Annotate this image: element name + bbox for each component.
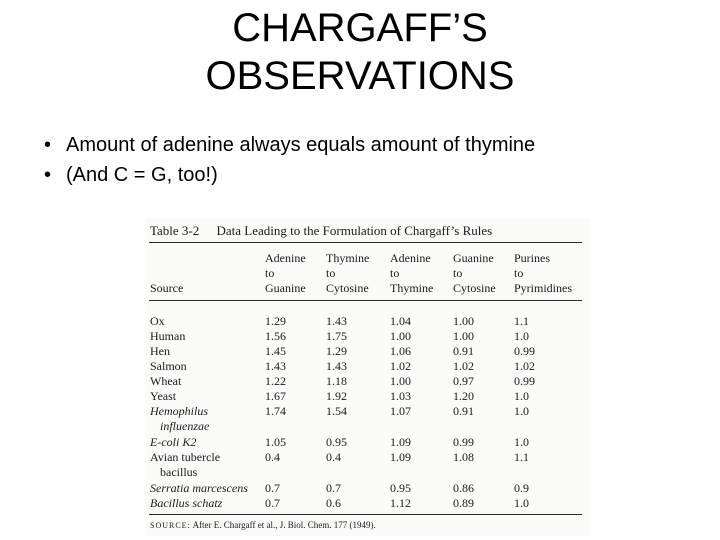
cell-adenine-guanine: 1.67: [265, 389, 286, 403]
cell-purines-pyrimidines: 0.99: [514, 374, 535, 388]
cell-adenine-thymine: 1.00: [390, 329, 411, 343]
cell-adenine-thymine: 1.12: [390, 496, 411, 510]
cell-purines-pyrimidines: 1.0: [514, 404, 529, 418]
cell-thymine-cytosine: 0.6: [326, 496, 341, 510]
cell-adenine-thymine: 1.02: [390, 359, 411, 373]
row-source: E-coli K2: [150, 435, 197, 449]
header-col-1-line-3: Guanine: [265, 281, 306, 295]
cell-purines-pyrimidines: 0.9: [514, 481, 529, 495]
bullet-text: (And C = G, too!): [66, 164, 218, 186]
cell-adenine-thymine: 1.03: [390, 389, 411, 403]
bullet-list: [44, 130, 704, 190]
table-caption: [150, 223, 492, 239]
header-col-1-line-1: Adenine: [265, 251, 306, 265]
table-rule-header: [149, 300, 582, 301]
cell-adenine-guanine: 1.56: [265, 329, 286, 343]
slide-title: [0, 4, 720, 100]
row-source: Hemophilus: [150, 404, 208, 418]
cell-guanine-cytosine: 1.00: [453, 329, 474, 343]
cell-guanine-cytosine: 0.86: [453, 481, 474, 495]
cell-adenine-thymine: 1.04: [390, 314, 411, 328]
cell-thymine-cytosine: 1.75: [326, 329, 347, 343]
table-rule-bottom: [149, 514, 582, 515]
cell-adenine-guanine: 1.29: [265, 314, 286, 328]
cell-adenine-thymine: 1.09: [390, 435, 411, 449]
header-col-5-line-1: Purines: [514, 251, 550, 265]
cell-purines-pyrimidines: 1.1: [514, 450, 529, 464]
cell-thymine-cytosine: 1.18: [326, 374, 347, 388]
cell-guanine-cytosine: 0.91: [453, 404, 474, 418]
table-rule-top: [149, 242, 582, 243]
cell-thymine-cytosine: 1.54: [326, 404, 347, 418]
header-col-3: [390, 251, 433, 296]
header-col-2-line-1: Thymine: [326, 251, 370, 265]
header-col-3-line-2: to: [390, 266, 400, 280]
bullet-item: [44, 130, 704, 160]
cell-adenine-thymine: 1.07: [390, 404, 411, 418]
cell-adenine-guanine: 1.22: [265, 374, 286, 388]
row-source-continued: bacillus: [160, 465, 198, 479]
bullet-marker: •: [44, 134, 52, 156]
source-label: SOURCE:: [150, 521, 191, 530]
cell-purines-pyrimidines: 1.0: [514, 329, 529, 343]
cell-thymine-cytosine: 0.95: [326, 435, 347, 449]
cell-thymine-cytosine: 0.7: [326, 481, 341, 495]
cell-adenine-guanine: 1.74: [265, 404, 286, 418]
bullet-item: [44, 160, 704, 190]
cell-guanine-cytosine: 1.08: [453, 450, 474, 464]
header-col-5: [514, 251, 572, 296]
cell-guanine-cytosine: 1.00: [453, 314, 474, 328]
cell-purines-pyrimidines: 1.0: [514, 496, 529, 510]
title-line-2: OBSERVATIONS: [205, 54, 515, 98]
header-col-5-line-2: to: [514, 266, 524, 280]
row-source: Salmon: [150, 359, 187, 373]
row-source: Yeast: [150, 389, 177, 403]
cell-adenine-guanine: 0.7: [265, 481, 280, 495]
header-col-3-line-1: Adenine: [390, 251, 431, 265]
cell-guanine-cytosine: 0.91: [453, 344, 474, 358]
row-source: Serratia marcescens: [150, 481, 248, 495]
row-source: Wheat: [150, 374, 182, 388]
header-col-4: [453, 251, 496, 296]
cell-thymine-cytosine: 1.43: [326, 359, 347, 373]
cell-guanine-cytosine: 1.20: [453, 389, 474, 403]
header-col-4-line-3: Cytosine: [453, 281, 496, 295]
cell-adenine-thymine: 1.00: [390, 374, 411, 388]
cell-purines-pyrimidines: 0.99: [514, 344, 535, 358]
cell-adenine-guanine: 1.05: [265, 435, 286, 449]
table-caption-text: Data Leading to the Formulation of Chargaff’s Rules: [216, 223, 493, 238]
cell-thymine-cytosine: 1.43: [326, 314, 347, 328]
cell-adenine-guanine: 0.7: [265, 496, 280, 510]
header-col-1-line-2: to: [265, 266, 275, 280]
row-source: Bacillus schatz: [150, 496, 223, 510]
row-source: Avian tubercle: [150, 450, 221, 464]
header-col-4-line-2: to: [453, 266, 463, 280]
row-source: Hen: [150, 344, 170, 358]
cell-thymine-cytosine: 1.92: [326, 389, 347, 403]
header-col-1: [265, 251, 306, 296]
bullet-text: Amount of adenine always equals amount of thymine: [66, 134, 536, 156]
cell-adenine-guanine: 1.43: [265, 359, 286, 373]
table-source-note: [150, 520, 376, 530]
cell-purines-pyrimidines: 1.02: [514, 359, 535, 373]
row-source-continued: influenzae: [160, 419, 210, 433]
header-col-5-line-3: Pyrimidines: [514, 281, 573, 295]
cell-adenine-guanine: 0.4: [265, 450, 280, 464]
cell-adenine-thymine: 1.09: [390, 450, 411, 464]
header-col-2: [326, 251, 369, 296]
cell-guanine-cytosine: 0.97: [453, 374, 474, 388]
cell-guanine-cytosine: 0.89: [453, 496, 474, 510]
source-citation: After E. Chargaff et al., J. Biol. Chem. 177 (1949).: [192, 520, 376, 530]
table-number: Table 3-2: [150, 223, 200, 238]
chargaff-table-image: [145, 218, 590, 536]
cell-purines-pyrimidines: 1.1: [514, 314, 529, 328]
cell-guanine-cytosine: 1.02: [453, 359, 474, 373]
header-col-2-line-3: Cytosine: [326, 281, 369, 295]
header-col-2-line-2: to: [326, 266, 336, 280]
cell-adenine-guanine: 1.45: [265, 344, 286, 358]
cell-adenine-thymine: 1.06: [390, 344, 411, 358]
header-col-4-line-1: Guanine: [453, 251, 494, 265]
bullet-marker: •: [44, 164, 52, 186]
cell-guanine-cytosine: 0.99: [453, 435, 474, 449]
cell-adenine-thymine: 0.95: [390, 481, 411, 495]
cell-thymine-cytosine: 0.4: [326, 450, 341, 464]
header-source: Source: [150, 281, 184, 295]
header-col-3-line-3: Thymine: [390, 281, 434, 295]
row-source: Human: [150, 329, 186, 343]
cell-purines-pyrimidines: 1.0: [514, 435, 529, 449]
row-source: Ox: [150, 314, 165, 328]
cell-purines-pyrimidines: 1.0: [514, 389, 529, 403]
cell-thymine-cytosine: 1.29: [326, 344, 347, 358]
title-line-1: CHARGAFF’S: [232, 6, 488, 50]
